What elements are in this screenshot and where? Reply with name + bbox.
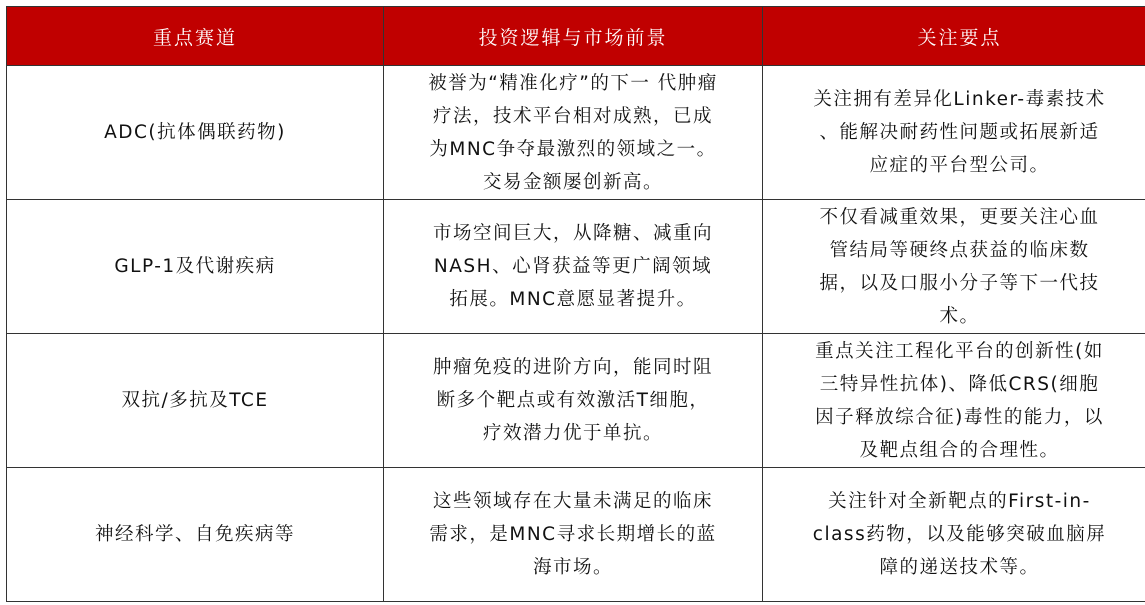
cell-text-line: 因子释放综合征)毒性的能力，以: [815, 406, 1104, 428]
cell-text-line: 及靶点组合的合理性。: [859, 439, 1060, 461]
table-row: [7, 334, 1145, 468]
header-logic: 投资逻辑与市场前景: [384, 7, 763, 66]
cell-text-line: 神经科学、自免疾病等: [94, 524, 295, 545]
cell-logic: [384, 66, 763, 200]
cell-text-line: 重点关注工程化平台的创新性(如: [815, 340, 1104, 362]
investment-table: [6, 6, 1145, 602]
header-track: 重点赛道: [7, 7, 384, 66]
cell-text-line: 三特异性抗体)、降低CRS(细胞: [819, 373, 1100, 395]
cell-logic: [384, 468, 763, 602]
cell-text-line: 拓展。MNC意愿显著提升。: [449, 289, 697, 310]
cell-focus: [763, 66, 1145, 200]
cell-text-line: 应症的平台型公司。: [869, 155, 1050, 176]
cell-text-line: 术。: [939, 305, 980, 327]
cell-focus: [763, 334, 1145, 468]
cell-text-line: GLP-1及代谢疾病: [114, 256, 276, 277]
cell-text-line: 海市场。: [532, 557, 613, 578]
cell-text-line: 疗效潜力优于单抗。: [482, 423, 663, 444]
header-row: [7, 7, 1145, 66]
cell-text-line: 市场空间巨大，从降糖、减重向: [432, 223, 713, 244]
cell-track: [7, 334, 384, 468]
cell-track: [7, 200, 384, 334]
cell-text-line: 为MNC争夺最激烈的领域之一。: [429, 138, 717, 160]
cell-focus: [763, 468, 1145, 602]
cell-text-line: 关注拥有差异化Linker-毒素技术: [813, 89, 1106, 110]
cell-logic: [384, 200, 763, 334]
cell-text-line: 肿瘤免疫的进阶方向，能同时阻: [432, 357, 713, 378]
cell-text-line: 、能解决耐药性问题或拓展新适: [819, 122, 1100, 143]
cell-text-line: 交易金额屡创新高。: [482, 171, 663, 193]
cell-text-line: 双抗/多抗及TCE: [121, 390, 269, 411]
cell-text-line: 这些领域存在大量未满足的临床: [432, 491, 713, 512]
cell-text-line: class药物，以及能够突破血脑屏: [812, 524, 1107, 545]
cell-text-line: 管结局等硬终点获益的临床数: [829, 239, 1090, 261]
cell-text-line: 关注针对全新靶点的First-in-: [828, 491, 1091, 512]
cell-text-line: 被誉为“精准化疗”的下一 代肿瘤: [428, 72, 718, 94]
cell-focus: [763, 200, 1145, 334]
cell-track: [7, 66, 384, 200]
cell-track: [7, 468, 384, 602]
cell-text-line: NASH、心肾获益等更广阔领域: [433, 256, 713, 277]
table-row: [7, 66, 1145, 200]
cell-logic: [384, 334, 763, 468]
cell-text-line: 需求，是MNC寻求长期增长的蓝: [429, 524, 717, 545]
header-focus: 关注要点: [763, 7, 1145, 66]
table-row: [7, 200, 1145, 334]
cell-text-line: 据，以及口服小分子等下一代技: [819, 272, 1100, 294]
cell-text-line: 断多个靶点或有效激活T细胞，: [436, 390, 710, 411]
cell-text-line: ADC(抗体偶联药物): [104, 122, 286, 143]
cell-text-line: 障的递送技术等。: [879, 557, 1040, 578]
cell-text-line: 疗法，技术平台相对成熟，已成: [432, 105, 713, 127]
cell-text-line: 不仅看减重效果，更要关注心血: [819, 206, 1100, 228]
table-row: [7, 468, 1145, 602]
